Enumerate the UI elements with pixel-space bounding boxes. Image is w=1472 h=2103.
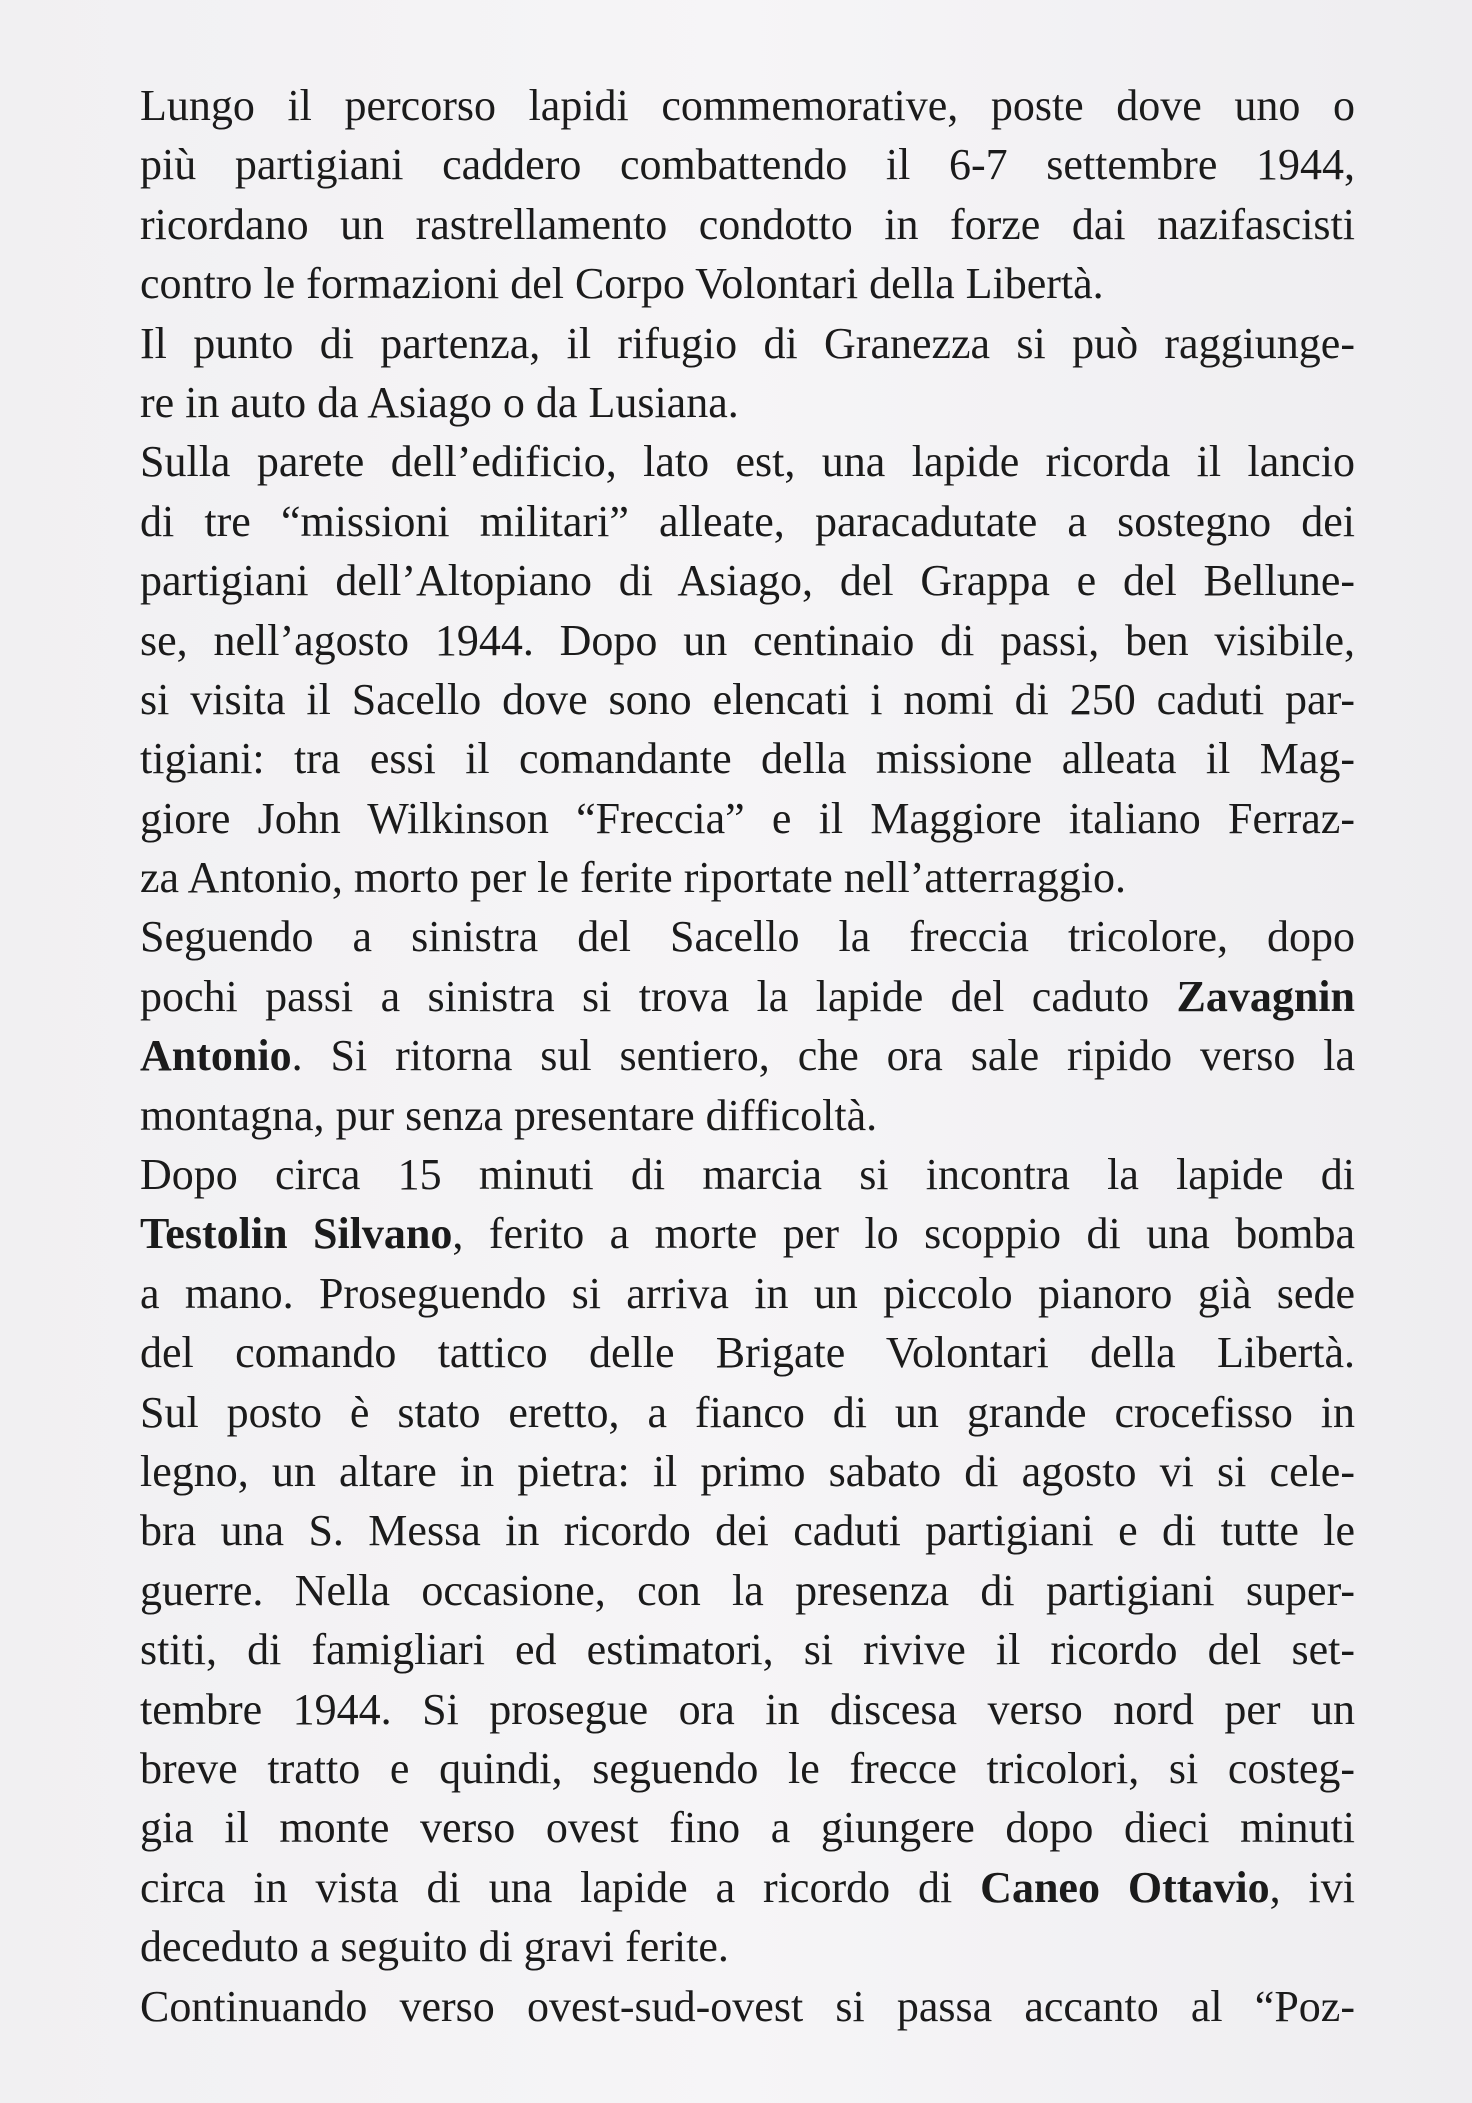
text-run: giore John Wilkinson “Freccia” e il Maggiore italiano Ferraz- xyxy=(140,793,1355,843)
text-run: breve tratto e quindi, seguendo le frecce tricolori, si costeg- xyxy=(140,1743,1355,1793)
text-line xyxy=(140,1145,1355,1204)
text-line xyxy=(140,1264,1355,1323)
text-line xyxy=(140,1323,1355,1382)
text-line xyxy=(140,195,1355,254)
text-run: pochi passi a sinistra si trova la lapide del caduto xyxy=(140,971,1177,1021)
text-line xyxy=(140,1620,1355,1679)
text-line xyxy=(140,1977,1355,2036)
text-run: bra una S. Messa in ricordo dei caduti partigiani e di tutte le xyxy=(140,1506,1355,1556)
text-line xyxy=(140,1204,1355,1263)
text-run: a mano. Proseguendo si arriva in un piccolo pianoro già sede xyxy=(140,1268,1355,1318)
text-line xyxy=(140,373,1355,432)
text-line xyxy=(140,551,1355,610)
bold-name: Caneo Ottavio xyxy=(980,1862,1270,1912)
text-run: montagna, pur senza presentare difficoltà. xyxy=(140,1090,878,1140)
text-run: circa in vista di una lapide a ricordo di xyxy=(140,1862,981,1912)
text-line xyxy=(140,314,1355,373)
text-line xyxy=(140,492,1355,551)
text-line xyxy=(140,1442,1355,1501)
text-line xyxy=(140,789,1355,848)
text-line xyxy=(140,611,1355,670)
text-line xyxy=(140,1561,1355,1620)
text-line xyxy=(140,907,1355,966)
text-run: di tre “missioni militari” alleate, paracadutate a sostegno dei xyxy=(140,496,1355,546)
text-line xyxy=(140,967,1355,1026)
bold-name: Testolin Silvano xyxy=(140,1209,453,1259)
text-run: re in auto da Asiago o da Lusiana. xyxy=(140,377,739,427)
text-run: del comando tattico delle Brigate Volontari della Libertà. xyxy=(140,1328,1355,1378)
text-line xyxy=(140,1858,1355,1917)
text-run: se, nell’agosto 1944. Dopo un centinaio di passi, ben visibile, xyxy=(140,615,1355,665)
text-line xyxy=(140,1739,1355,1798)
text-run: , ferito a morte per lo scoppio di una bomba xyxy=(452,1209,1356,1259)
text-run: Continuando verso ovest-sud-ovest si passa accanto al “Poz- xyxy=(140,1981,1355,2031)
text-line xyxy=(140,848,1355,907)
text-line xyxy=(140,1917,1355,1976)
text-run: . Si ritorna sul sentiero, che ora sale ripido verso la xyxy=(291,1031,1355,1081)
text-run: stiti, di famigliari ed estimatori, si rivive il ricordo del set- xyxy=(140,1625,1355,1675)
text-run: guerre. Nella occasione, con la presenza di partigiani super- xyxy=(140,1565,1355,1615)
text-run: gia il monte verso ovest fino a giungere dopo dieci minuti xyxy=(140,1803,1355,1853)
text-run: Dopo circa 15 minuti di marcia si incontra la lapide di xyxy=(140,1150,1355,1200)
text-line xyxy=(140,135,1355,194)
text-line xyxy=(140,1383,1355,1442)
bold-name: Antonio xyxy=(140,1031,292,1081)
text-run: legno, un altare in pietra: il primo sabato di agosto vi si cele- xyxy=(140,1446,1355,1496)
text-line xyxy=(140,254,1355,313)
text-run: tembre 1944. Si prosegue ora in discesa verso nord per un xyxy=(140,1684,1355,1734)
text-run: Lungo il percorso lapidi commemorative, poste dove uno o xyxy=(140,81,1355,130)
text-run: più partigiani caddero combattendo il 6-7 settembre 1944, xyxy=(140,140,1355,190)
text-line xyxy=(140,670,1355,729)
text-run: Il punto di partenza, il rifugio di Granezza si può raggiunge- xyxy=(140,318,1355,368)
text-run: , ivi xyxy=(1269,1862,1355,1912)
text-line xyxy=(140,1798,1355,1857)
text-run: Seguendo a sinistra del Sacello la freccia tricolore, dopo xyxy=(140,912,1355,962)
text-line xyxy=(140,1680,1355,1739)
text-run: Sul posto è stato eretto, a fianco di un grande crocefisso in xyxy=(140,1387,1355,1437)
text-run: contro le formazioni del Corpo Volontari della Libertà. xyxy=(140,259,1104,309)
text-run: partigiani dell’Altopiano di Asiago, del Grappa e del Bellune- xyxy=(140,556,1355,606)
bold-name: Zavagnin xyxy=(1176,971,1355,1021)
text-line xyxy=(140,432,1355,491)
text-line xyxy=(140,729,1355,788)
text-run: za Antonio, morto per le ferite riportate nell’atterraggio. xyxy=(140,853,1126,903)
text-run: ricordano un rastrellamento condotto in forze dai nazifascisti xyxy=(140,199,1355,249)
text-line xyxy=(140,1026,1355,1085)
text-line xyxy=(140,76,1355,135)
text-line xyxy=(140,1086,1355,1145)
text-run: tigiani: tra essi il comandante della missione alleata il Mag- xyxy=(140,734,1355,784)
text-run: si visita il Sacello dove sono elencati i nomi di 250 caduti par- xyxy=(140,674,1355,724)
text-line xyxy=(140,1501,1355,1560)
text-run: deceduto a seguito di gravi ferite. xyxy=(140,1922,729,1972)
text-run: Sulla parete dell’edificio, lato est, una lapide ricorda il lancio xyxy=(140,437,1355,487)
body-text xyxy=(140,76,1355,2036)
